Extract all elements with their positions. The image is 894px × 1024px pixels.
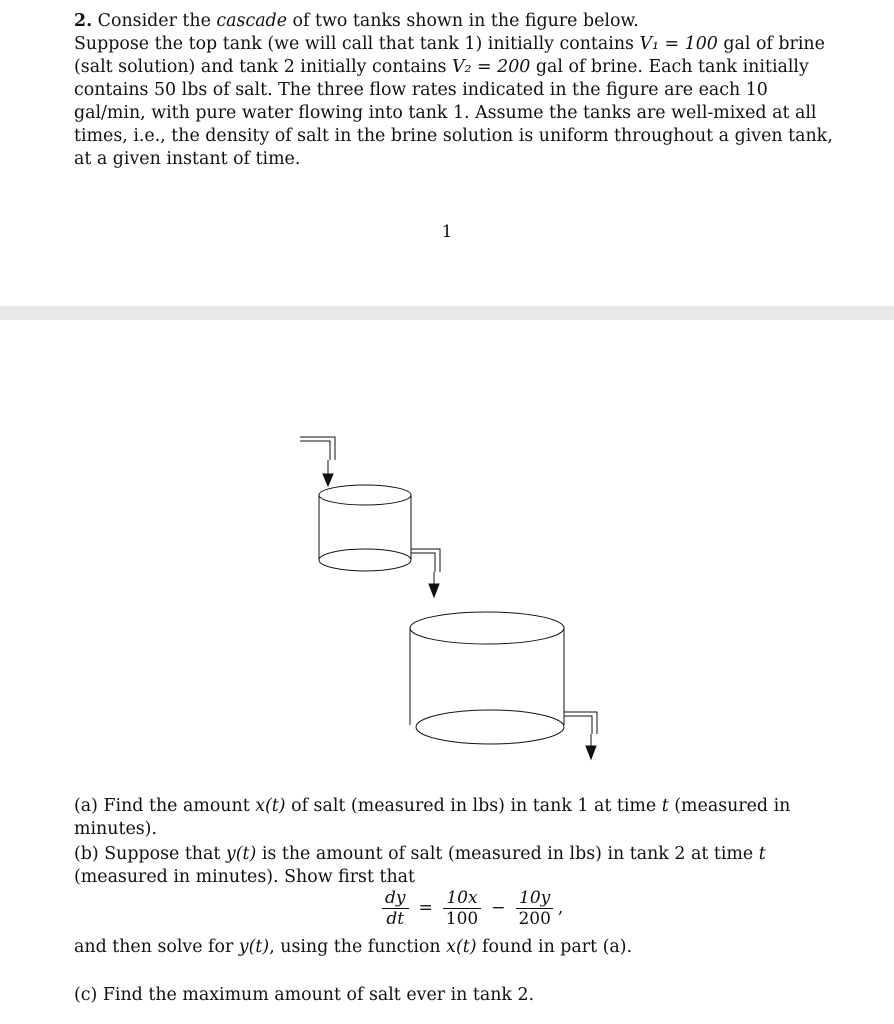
lhs-fraction: [382, 888, 409, 929]
part-b-after-middle: , using the function: [269, 937, 441, 957]
part-b-after-suffix: found in part (a).: [482, 937, 633, 957]
page-separator: [0, 306, 894, 320]
part-b-var: y(t): [225, 844, 257, 864]
part-b-after-prefix: and then solve for: [74, 937, 234, 957]
term-2-denominator: 200: [518, 908, 551, 929]
minus-sign: −: [491, 898, 506, 918]
outflow-pipe: [564, 712, 597, 748]
inflow-arrow-icon: [323, 474, 333, 486]
term-1-denominator: 100: [445, 908, 479, 929]
part-c: (c) Find the maximum amount of salt ever in tank 2.: [74, 985, 535, 1005]
part-a-middle: of salt (measured in lbs) in tank 1 at time: [291, 796, 657, 816]
two-tank-cascade-icon: [0, 320, 894, 790]
part-b-middle: is the amount of salt (measured in lbs) in tank 2 at time: [261, 844, 754, 864]
tank-figure: [0, 320, 894, 790]
tank-2: [410, 612, 564, 744]
transfer-pipe: [411, 549, 440, 586]
transfer-arrow-icon: [429, 584, 439, 597]
part-b-t: t: [758, 844, 766, 864]
equation-comma: ,: [557, 898, 564, 918]
intro-text-2: of two tanks shown in the figure below.: [287, 11, 639, 31]
part-a-prefix: (a) Find the amount: [74, 796, 250, 816]
problem-line-1b: gal of brine (salt solution) and tank 2 initially contains: [74, 34, 825, 77]
equals-sign: =: [418, 898, 433, 918]
page-one: [0, 0, 894, 306]
term-1-numerator: 10x: [443, 888, 480, 909]
part-a-t: t: [661, 796, 669, 816]
outflow-arrow-icon: [586, 746, 596, 759]
v2-equation: V₂ = 200: [452, 57, 531, 77]
term-1-fraction: [443, 888, 481, 929]
lhs-numerator: dy: [382, 888, 409, 909]
problem-line-1: Suppose the top tank (we will call that tank 1) initially contains: [74, 34, 634, 54]
part-a: [74, 795, 834, 841]
part-b-after-var2: x(t): [446, 937, 477, 957]
part-a-suffix: (measured in minutes).: [74, 796, 791, 839]
tank-1: [319, 485, 411, 571]
term-2-fraction: [515, 888, 553, 929]
problem-number: 2.: [74, 11, 93, 31]
intro-text-1: Consider the: [92, 11, 217, 31]
inflow-pipe: [300, 437, 335, 476]
problem-line-2b: gal of brine. Each tank initially contains 50 lbs of salt. The three flow rates indicated in the figure are each 10 gal/min, with pure water flowing into tank 1. Assume the tanks are well-mixed at all times, i.e., the density of salt in the brine solution is uniform throughout a given tank, at a given instant of time.: [74, 57, 833, 169]
part-a-var: x(t): [255, 796, 286, 816]
term-2-numerator: 10y: [516, 888, 553, 909]
v1-equation: V₁ = 100: [639, 34, 718, 54]
differential-equation: [378, 886, 563, 930]
lhs-denominator: dt: [386, 908, 405, 929]
part-b: [74, 843, 834, 889]
part-b-continuation: [74, 936, 834, 959]
problem-statement: [74, 10, 834, 171]
part-b-after-var: y(t): [238, 937, 270, 957]
part-b-suffix: (measured in minutes). Show first that: [74, 867, 416, 887]
page-number: 1: [441, 222, 453, 242]
part-b-prefix: (b) Suppose that: [74, 844, 221, 864]
intro-italic-word: cascade: [216, 11, 287, 31]
